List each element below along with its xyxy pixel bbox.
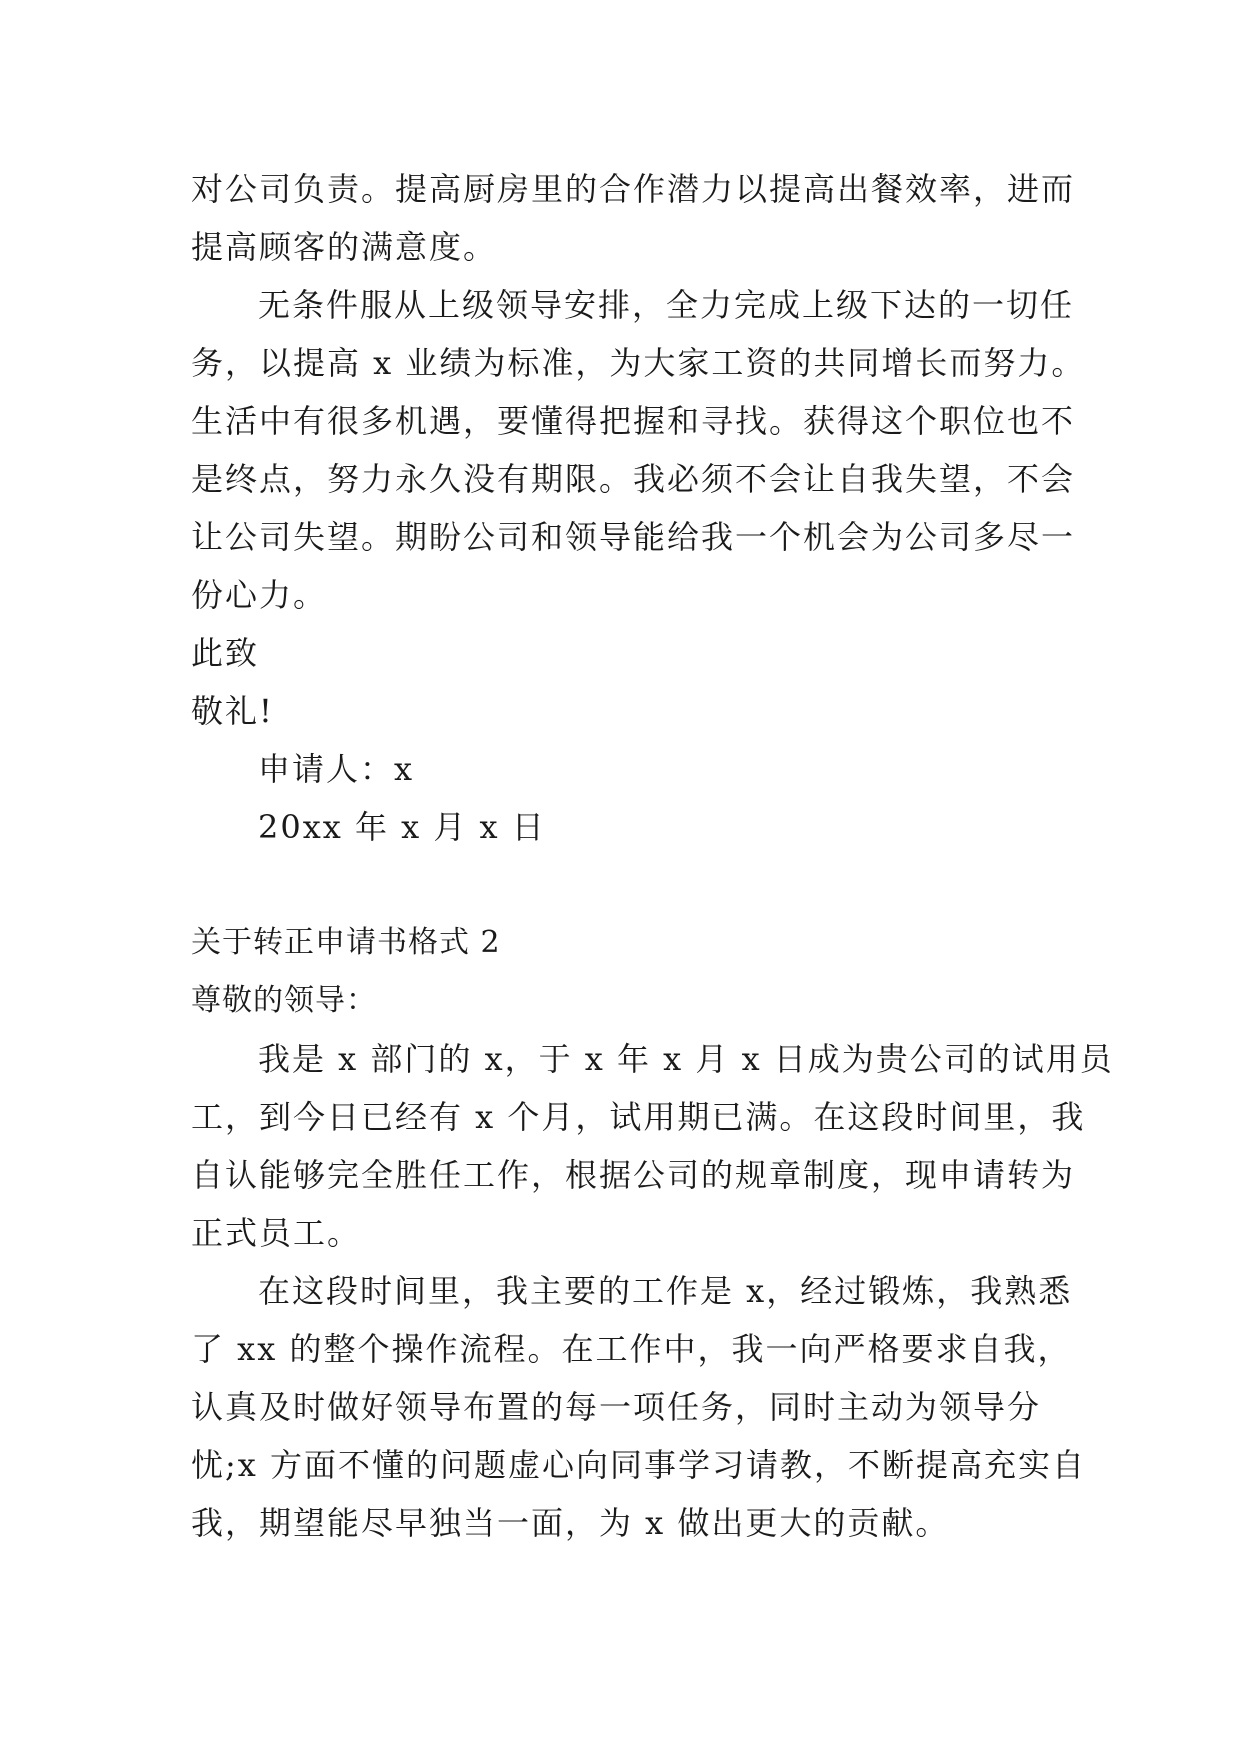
text-line: 我，期望能尽早独当一面，为 x 做出更大的贡献。 — [191, 1504, 950, 1542]
text-line: 是终点，努力永久没有期限。我必须不会让自我失望，不会 — [191, 460, 1076, 498]
text-line: 忧;x 方面不懂的问题虚心向同事学习请教，不断提高充实自 — [191, 1446, 1087, 1484]
section-2 — [191, 914, 1114, 1552]
text-line: 我是 x 部门的 x，于 x 年 x 月 x 日成为贵公司的试用员 — [258, 1040, 1114, 1078]
salutation: 尊敬的领导： — [191, 983, 377, 1018]
text-line: 正式员工。 — [191, 1214, 362, 1252]
signature-date: 20xx 年 x 月 x 日 — [258, 808, 546, 846]
section-gap — [191, 856, 1071, 914]
paragraph-intro — [191, 1030, 1114, 1262]
text-line: 提高顾客的满意度。 — [191, 228, 498, 266]
text-line: 份心力。 — [191, 576, 328, 614]
text-line: 务，以提高 x 业绩为标准，为大家工资的共同增长而努力。 — [191, 344, 1086, 382]
closing-cizhi: 此致 — [191, 634, 260, 672]
closing-jingli: 敬礼! — [191, 692, 274, 730]
text-line: 在这段时间里，我主要的工作是 x，经过锻炼，我熟悉 — [258, 1272, 1073, 1310]
text-line: 认真及时做好领导布置的每一项任务，同时主动为领导分 — [191, 1388, 1042, 1426]
text-line: 自认能够完全胜任工作，根据公司的规章制度，现申请转为 — [191, 1156, 1076, 1194]
document-body — [191, 160, 1114, 1552]
text-line: 对公司负责。提高厨房里的合作潜力以提高出餐效率，进而 — [191, 170, 1076, 208]
section-title: 关于转正申请书格式 2 — [191, 925, 501, 960]
paragraph-duties — [191, 276, 1086, 624]
text-line: 工，到今日已经有 x 个月，试用期已满。在这段时间里，我 — [191, 1098, 1086, 1136]
text-line: 无条件服从上级领导安排，全力完成上级下达的一切任 — [258, 286, 1075, 324]
applicant-signature: 申请人：x — [258, 750, 415, 788]
paragraph-work — [191, 1262, 1087, 1552]
paragraph-continued — [191, 160, 1076, 276]
text-line: 了 xx 的整个操作流程。在工作中，我一向严格要求自我， — [191, 1330, 1072, 1368]
text-line: 生活中有很多机遇，要懂得把握和寻找。获得这个职位也不 — [191, 402, 1076, 440]
text-line: 让公司失望。期盼公司和领导能给我一个机会为公司多尽一 — [191, 518, 1076, 556]
